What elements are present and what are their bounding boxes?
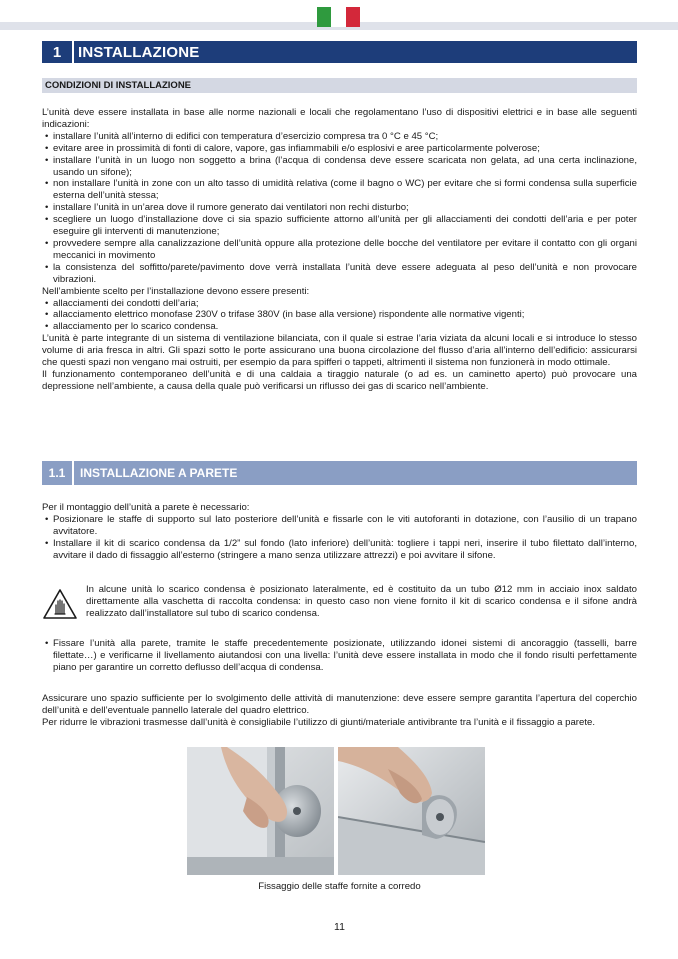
section-title: INSTALLAZIONE: [78, 43, 200, 61]
section-number: 1: [52, 43, 62, 61]
subsection-header: [42, 461, 637, 485]
list-item: • allacciamento per lo scarico condensa.: [42, 321, 637, 333]
warning-note: [42, 584, 637, 626]
section-header: [42, 41, 637, 63]
italian-flag-icon: [317, 7, 360, 27]
bracket-photo-left-image: [187, 747, 334, 875]
list-item: • la consistenza del soffitto/parete/pavimento dove verrà installata l’unità deve essere adeguata al peso dell’unità e non provocare vibrazioni.: [42, 262, 637, 286]
conditions-body: [42, 107, 637, 393]
list-item: • provvedere sempre alla canalizzazione dell’unità oppure alla protezione delle bocche del ventilatore per evitare il contatto con gli organi meccanici in movimento: [42, 238, 637, 262]
page-number: 11: [334, 921, 345, 933]
environment-list: [42, 298, 637, 334]
list-item: • Fissare l’unità alla parete, tramite le staffe precedentemente posizionate, utilizzando idonei sistemi di ancoraggio (tasselli, barre filettate…) e verificarne il livellamento aiutandosi con una livella: l’unità deve essere installata in modo che il fondo risulti perfettamente piano per garantire un corretto deflusso dell’acqua di condensa.: [42, 638, 637, 674]
list-item: • allacciamenti dei condotti dell’aria;: [42, 298, 637, 310]
warning-text: In alcune unità lo scarico condensa è posizionato lateralmente, ed è costituito da un tubo Ø12 mm in acciaio inox saldato direttamente alla vaschetta di raccolta condensa: in questo caso non viene fornito il kit di scarico condensa e il sifone andrà realizzato dall’installatore sul tubo di scarico condensa.: [86, 584, 637, 619]
conditions-heading: CONDIZIONI DI INSTALLAZIONE: [42, 78, 637, 93]
bracket-photo-left: [187, 747, 334, 875]
wall-mount-body: [42, 502, 637, 562]
list-item: • installare l’unità in un’area dove il rumore generato dai ventilatori non rechi disturbo;: [42, 202, 637, 214]
conditions-intro: L’unità deve essere installata in base alle norme nazionali e locali che regolamentano l’uso di dispositivi elettrici e in base alle seguenti indicazioni:: [42, 107, 637, 130]
boiler-paragraph: Il funzionamento contemporaneo dell’unità e di una caldaia a tiraggio naturale (o ad es. un caminetto aperto) può provocare una depressione nell’ambiente, a causa della quale può verificarsi un riflusso dei gas di scarico nell’ambiente.: [42, 368, 637, 392]
bracket-photo-right-image: [338, 747, 485, 875]
list-item: • allacciamento elettrico monofase 230V o trifase 380V (in base alla versione) rispondente alle normative vigenti;: [42, 309, 637, 321]
subsection-number: 1.1: [48, 466, 66, 480]
flag-white-stripe: [331, 7, 345, 27]
list-item: • installare l’unità in un luogo non soggetto a brina (l’acqua di condensa deve essere scaricata non gelata, ad una certa inclinazione, usando un sifone);: [42, 155, 637, 179]
wall-mount-intro: Per il montaggio dell’unità a parete è necessario:: [42, 502, 250, 513]
flag-green-stripe: [317, 7, 331, 27]
flag-red-stripe: [346, 7, 360, 27]
list-item: • Installare il kit di scarico condensa da 1/2” sul fondo (lato inferiore) dell’unità: togliere i tappi neri, inserire il tubo filettato dall’interno, avvitare il dado di fissaggio all’esterno (stringere a mano senza utilizzare attrezzi) e poi avvitare il sifone.: [42, 538, 637, 562]
bracket-photo-right: [338, 747, 485, 875]
ventilation-paragraph: L’unità è parte integrante di un sistema di ventilazione bilanciata, con il quale si estrae l’aria viziata da alcuni locali e si introduce lo stesso volume di aria fresca in altri. Gli spazi sotto le porte assicurano una buona circolazione del flusso d’aria all’interno dell’edificio: assicurarsi che questi spazi non vengano mai ostruiti, per esempio da para spifferi o tappeti, altrimenti il sistema non funzionerà in modo ottimale.: [42, 333, 637, 369]
subsection-title: INSTALLAZIONE A PARETE: [80, 466, 238, 480]
warning-hand-icon: [42, 588, 78, 620]
maintenance-body: [42, 693, 637, 729]
conditions-list: [42, 131, 637, 286]
fixing-list: [42, 638, 637, 674]
list-item: • evitare aree in prossimità di fonti di calore, vapore, gas infiammabili e/o esplosivi e aree particolarmente polverose;: [42, 143, 637, 155]
vibration-paragraph: Per ridurre le vibrazioni trasmesse dall’unità è consigliabile l’utilizzo di giunti/materiale antivibrante tra l’unità e il fissaggio a parete.: [42, 716, 595, 728]
list-item: • installare l’unità all’interno di edifici con temperatura d’esercizio compresa tra 0 °C e 45 °C;: [42, 131, 637, 143]
list-item: • scegliere un luogo d’installazione dove ci sia spazio sufficiente attorno all’unità per gli allacciamenti dei condotti dell’aria e per poter eseguire gli interventi di manutenzione;: [42, 214, 637, 238]
figure-caption: Fissaggio delle staffe fornite a corredo: [258, 881, 421, 892]
wall-mount-list: [42, 514, 637, 562]
list-item: • non installare l’unità in zone con un alto tasso di umidità relativa (come il bagno o WC) per evitare che si formi condensa sulla superficie esterna dell’unità stessa;: [42, 178, 637, 202]
maintenance-paragraph: Assicurare uno spazio sufficiente per lo svolgimento delle attività di manutenzione: deve essere sempre garantita l’apertura del coperchio dell’unità e dell’eventuale pannello laterale del quadro elettrico.: [42, 693, 637, 716]
fixing-body: [42, 638, 637, 674]
list-item: • Posizionare le staffe di supporto sul lato posteriore dell’unità e fissarle con le viti autoforanti in dotazione, con l’ausilio di un trapano avvitatore.: [42, 514, 637, 538]
environment-intro: Nell’ambiente scelto per l’installazione devono essere presenti:: [42, 285, 310, 297]
